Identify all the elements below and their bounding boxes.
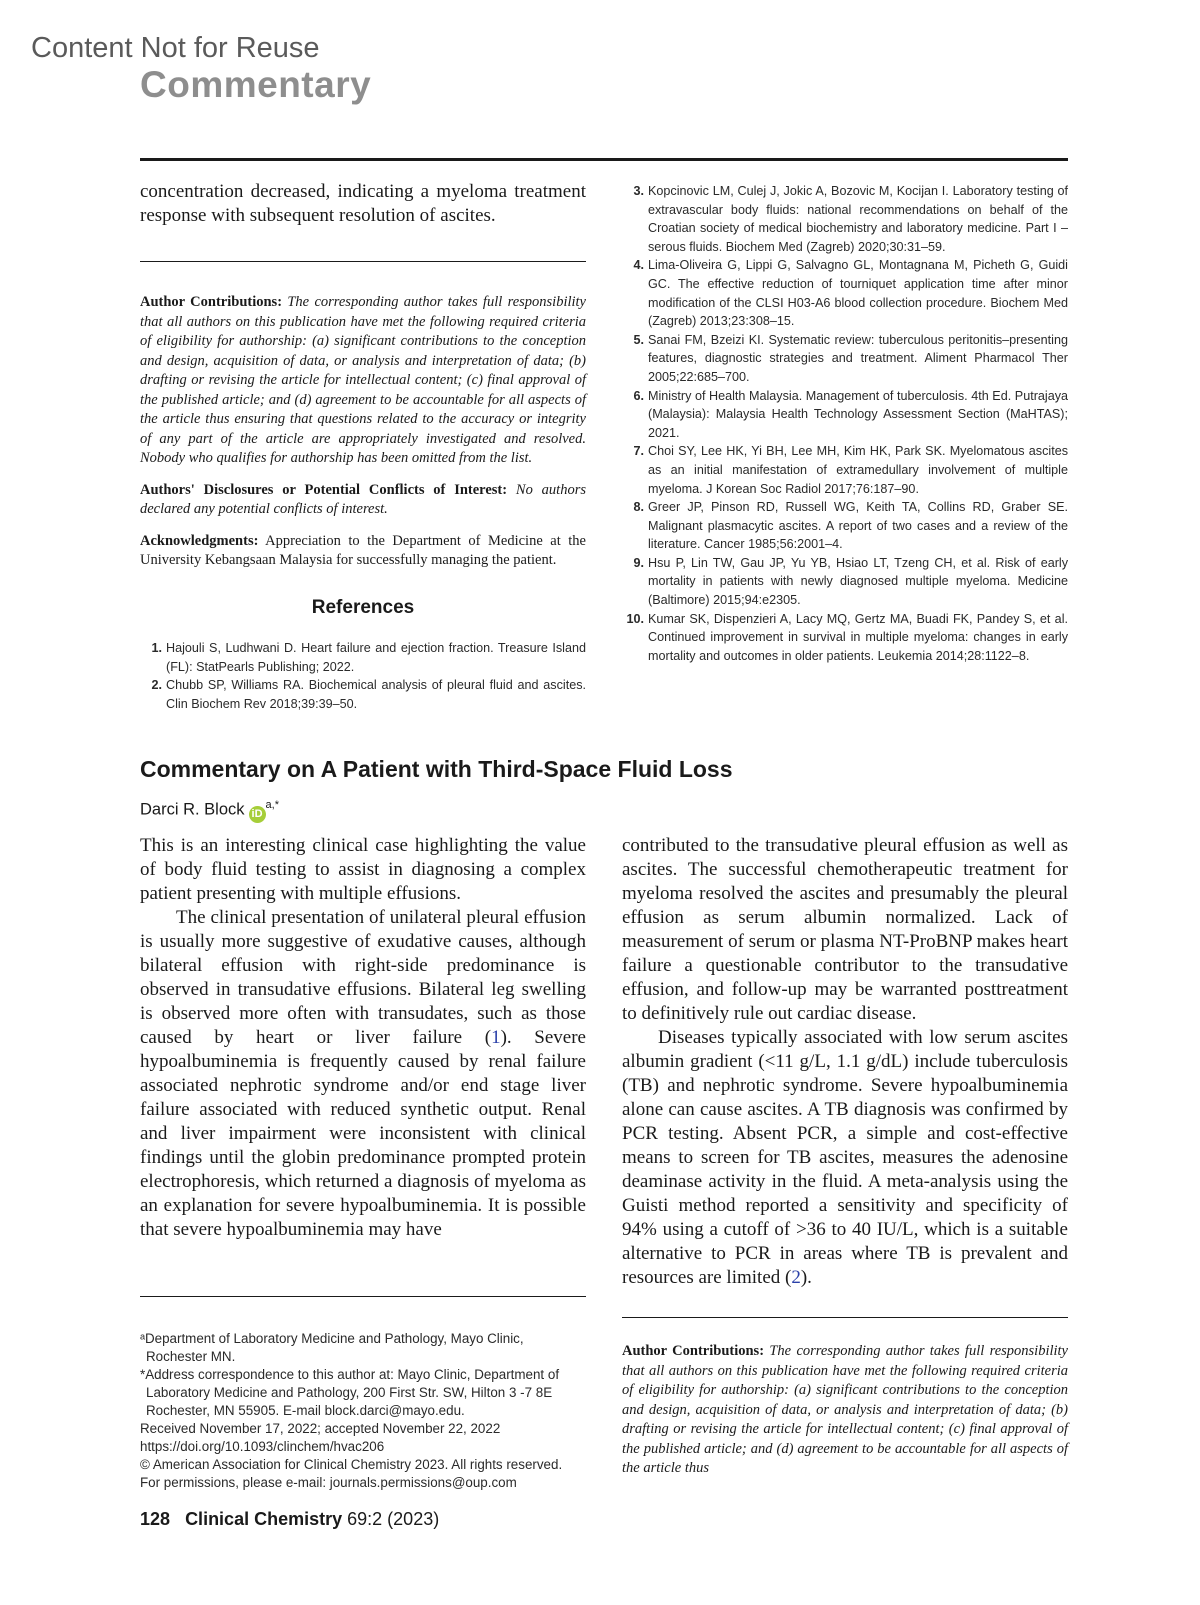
author-contributions [140,293,586,469]
reference-text: Kopcinovic LM, Culej J, Jokic A, Bozovic M, Kocijan I. Laboratory testing of extravascular body fluids: national recommendations on behalf of the Croatian society of medical biochemistry and laboratory medicine. Part I – serous fluids. Biochem Med (Zagreb) 2020;30:31–59. [648,184,1068,254]
commentary-paragraph: contributed to the transudative pleural effusion as well as ascites. The successful chemotherapeutic treatment for myeloma resolved the ascites and presumably the pleural effusion as serum albumin normalized. Lack of measurement of serum or plasma NT-ProBNP makes heart failure a questionable contributor to the transudative effusion, and follow-up may be warranted posttreatment to definitively rule out cardiac disease. [622,835,1068,1024]
commentary-title: Commentary on A Patient with Third-Space Fluid Loss [140,756,733,782]
reference-number: 2. [151,678,162,693]
footnote-correspondence: *Address correspondence to this author at: Mayo Clinic, Department of Laboratory Medicine and Pathology, 200 First Str. SW, Hilton 3 -7 8E Rochester, MN 55905. E-mail block.darci@mayo.edu. [140,1367,560,1418]
reference-number: 6. [633,388,644,403]
reference-number: 4. [633,258,644,273]
reference-number: 9. [633,555,644,570]
reference-text: Sanai FM, Bzeizi KI. Systematic review: tuberculous peritonitis–presenting features, diagnostic strategies and treatment. Aliment Pharmacol Ther 2005;22:685–700. [648,332,1068,384]
commentary-right-column [622,834,1068,1290]
reference-item [622,554,1068,610]
reference-item [622,610,1068,666]
reference-text: Greer JP, Pinson RD, Russell WG, Keith TA, Collins RD, Graber SE. Malignant plasmacytic ascites. A report of two cases and a review of the literature. Cancer 1985;56:2001–4. [648,500,1068,552]
footnote-permissions: For permissions, please e-mail: journals.permissions@oup.com [140,1475,517,1490]
footnotes [140,1330,586,1492]
reference-item [622,442,1068,498]
reference-number: 1. [151,641,162,655]
section-divider [622,1317,1068,1318]
citation-link[interactable]: 2 [791,1267,801,1288]
reference-text: Choi SY, Lee HK, Yi BH, Lee MH, Kim HK, Park SK. Myelomatous ascites as an initial manifestation of extramedullary involvement of multiple myeloma. J Korean Soc Radiol 2017;76:187–90. [648,444,1068,496]
reference-item [140,639,586,676]
author-contributions-label: Author Contributions: [622,1343,765,1359]
top-rule [140,158,1068,161]
author-line [140,799,279,823]
reference-list-left [140,639,586,713]
paragraph-text: ). Severe hypoalbuminemia is frequently caused by renal failure associated nephrotic syndrome and/or end stage liver failure associated with reduced synthetic output. Renal and liver impairment were inconsistent with clinical findings until the globin predominance prompted protein electrophoresis, which returned a diagnosis of myeloma as an explanation for severe hypoalbuminemia. It is possible that severe hypoalbuminemia may have [140,1027,586,1240]
reference-text: Chubb SP, Williams RA. Biochemical analysis of pleural fluid and ascites. Clin Biochem Rev 2018;39:39–50. [166,678,586,711]
commentary-author-contributions [622,1342,1068,1479]
journal-name: Clinical Chemistry [185,1509,343,1529]
reference-item [622,498,1068,554]
section-divider [140,261,586,262]
reference-text: Kumar SK, Dispenzieri A, Lacy MQ, Gertz MA, Buadi FK, Pandey S, et al. Continued improvement in survival in multiple myeloma: changes in early mortality and outcomes in older patients. Leukemia 2014;28:1122–8. [648,611,1068,663]
reference-number: 3. [633,184,644,198]
section-label: Commentary [140,64,372,105]
footnote-divider [140,1296,586,1297]
acknowledgments-label: Acknowledgments: [140,532,259,549]
reference-number: 8. [633,500,644,515]
reference-text: Hajouli S, Ludhwani D. Heart failure and ejection fraction. Treasure Island (FL): StatPearls Publishing; 2022. [166,641,586,674]
disclosures-label: Authors' Disclosures or Potential Conflicts of Interest: [140,481,508,498]
reference-item [622,256,1068,330]
reference-text: Hsu P, Lin TW, Gau JP, Yu YB, Hsiao LT, Tzeng CH, et al. Risk of early mortality in patients with newly diagnosed multiple myeloma. Medicine (Baltimore) 2015;94:e2305. [648,555,1068,608]
paragraph-text: The clinical presentation of unilateral pleural effusion is usually more suggestive of exudative causes, although bilateral effusion with right-side predominance is observed in transudative effusions. Bilateral leg swelling is observed more often with transudates, such as those caused by heart or liver failure ( [140,907,586,1048]
author-contributions-text: The corresponding author takes full responsibility that all authors on this publication have met the following required criteria of eligibility for authorship: (a) significant contributions to the conception and design, acquisition of data, or analysis and interpretation of data; (b) drafting or revising the article for intellectual content; (c) final approval of the published article; and (d) agreement to be accountable for all aspects of the article thus [622,1343,1068,1476]
journal-issue: 69:2 (2023) [347,1509,440,1529]
citation-link[interactable]: 1 [491,1027,501,1048]
references-heading: References [311,597,415,618]
author-contributions-label: Author Contributions: [140,294,283,310]
orcid-icon[interactable]: iD [249,806,266,823]
reference-list-right [622,182,1068,665]
page-number: 128 [140,1509,171,1529]
disclosures [140,481,586,520]
author-affiliation-marker: a,* [265,799,279,811]
footnote-copyright: © American Association for Clinical Chemistry 2023. All rights reserved. [140,1457,563,1472]
footnote-received: Received November 17, 2022; accepted November 22, 2022 [140,1421,501,1436]
reference-number: 5. [633,332,644,347]
paragraph-text: ). [800,1267,812,1288]
reference-item [622,331,1068,387]
reference-number: 10. [626,611,644,626]
commentary-left-column [140,834,586,1242]
watermark: Content Not for Reuse [31,32,320,64]
commentary-paragraph: This is an interesting clinical case highlighting the value of body fluid testing to assist in diagnosing a complex patient presenting with multiple effusions. [140,835,586,904]
prev-article-notes [140,293,586,583]
author-name: Darci R. Block [140,800,245,819]
prev-article-closing-text: concentration decreased, indicating a myeloma treatment response with subsequent resolution of ascites. [140,181,586,226]
reference-number: 7. [633,444,644,459]
commentary-paragraph [622,1026,1068,1290]
acknowledgments-text: Appreciation to the Department of Medicine at the University Kebangsaan Malaysia for successfully managing the patient. [140,532,586,568]
page-footer [140,1509,439,1530]
paragraph-text: Diseases typically associated with low serum ascites albumin gradient (<11 g/L, 1.1 g/dL) include tuberculosis (TB) and nephrotic syndrome. Severe hypoalbuminemia alone can cause ascites. A TB diagnosis was confirmed by PCR testing. Absent PCR, a simple and cost-effective means to screen for TB ascites, measures the adenosine deaminase activity in the fluid. A meta-analysis using the Guisti method reported a sensitivity and specificity of 94% using a cutoff of >36 to 40 IU/L, which is a suitable alternative to PCR in areas where TB is prevalent and resources are limited ( [622,1027,1068,1288]
commentary-paragraph [140,906,586,1242]
footnote-affiliation: ᵃDepartment of Laboratory Medicine and Pathology, Mayo Clinic, Rochester MN. [140,1331,524,1364]
acknowledgments [140,532,586,571]
reference-item [140,676,586,713]
reference-item [622,182,1068,256]
author-contributions-text: The corresponding author takes full responsibility that all authors on this publication have met the following required criteria of eligibility for authorship: (a) significant contributions to the conception and design, acquisition of data, or analysis and interpretation of data; (b) drafting or revising the article for intellectual content; (c) final approval of the published article; and (d) agreement to be accountable for all aspects of the article thus ensuring that questions related to the accuracy or integrity of any part of the article are appropriately investigated and resolved. Nobody who qualifies for authorship has been omitted from the list. [140,294,586,466]
disclosures-text: No authors declared any potential conflicts of interest. [140,481,586,517]
reference-item [622,387,1068,443]
footnote-doi[interactable]: https://doi.org/10.1093/clinchem/hvac206 [140,1439,385,1454]
reference-text: Ministry of Health Malaysia. Management of tuberculosis. 4th Ed. Putrajaya (Malaysia): Malaysia Health Technology Assessment Section (MaHTAS); 2021. [648,388,1068,440]
reference-text: Lima-Oliveira G, Lippi G, Salvagno GL, Montagnana M, Picheth G, Guidi GC. The effective reduction of tourniquet application time after minor modification of the CLSI H03-A6 blood collection procedure. Biochem Med (Zagreb) 2013;23:308–15. [648,258,1068,329]
